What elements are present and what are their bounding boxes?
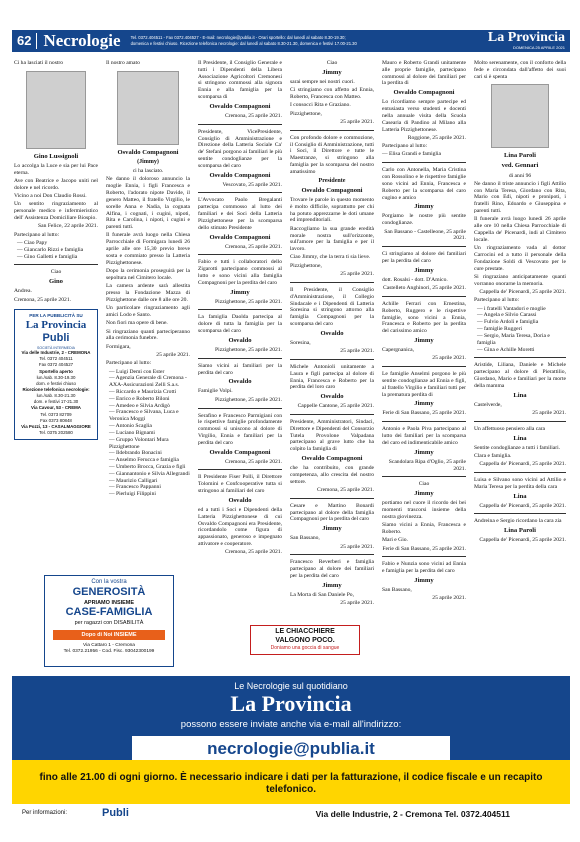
- ad-foundation-logo: Dopo di Noi INSIEME: [53, 630, 165, 641]
- deceased-title: Presidente: [318, 177, 346, 184]
- notice-text: Il funerale avrà luogo lunedì 26 aprile alle ore 10 nella Chiesa Parrocchiale di Cappella de' Picenardi, indi al Cimitero locale.: [474, 216, 566, 243]
- divider: [290, 498, 374, 499]
- participants-list: [106, 369, 190, 498]
- notice-text: Ci stringiamo al dolore dei familiari per la perdita del caro: [382, 251, 466, 264]
- list-item: — Maurizio Calligari: [109, 477, 158, 484]
- intro-text: Ci ha lasciati il nostro: [14, 60, 64, 66]
- notice-text: Le famiglie Anselmi porgono le più sentite condoglianze ad Ennia e figli, al fratello Virgilio e familiari tutti per la prematura perdita di: [382, 371, 466, 398]
- list-item: — Ildebrando Bonacini: [109, 450, 162, 457]
- notice-text: Lo accolga la Luce e sia per lui Pace eterna.: [14, 162, 98, 176]
- notice-text: Ciao: [418, 481, 430, 488]
- banner-footer: [12, 804, 570, 824]
- notice-date: Cremona, 25 aprile 2021.: [224, 243, 282, 250]
- notice-text: Un ringraziamento vada al dottor Carrocini ed a tutto il personale della Fondazione Soldi di Vescovato per le cure prestate.: [474, 245, 566, 272]
- notice-text: Ciao: [326, 60, 338, 66]
- notice-place: La Morta di San Daniele Po,: [290, 591, 355, 598]
- deceased-name: Osvaldo: [228, 496, 252, 504]
- list-item: — Luciano Bignami: [109, 429, 155, 436]
- notice-text: Un sentito ringraziamento al personale medico e infermieristico dell' Assistenza Domiciliare Biospio.: [14, 201, 98, 222]
- banner-brand: La Provincia: [230, 690, 352, 716]
- list-item: — Enrico e Roberto Biloni: [109, 395, 170, 402]
- notice-signature: Famiglie Volpi.: [198, 388, 233, 395]
- column-4: [290, 60, 374, 609]
- deceased-nickname: (Jimmy): [137, 158, 159, 165]
- divider: [382, 556, 466, 557]
- portrait-photo: [491, 84, 549, 148]
- notice-date: 25 aprile 2021.: [340, 271, 374, 278]
- list-item: — Giancarlo Rizzi e famiglia: [17, 246, 84, 253]
- ad-hours: lun./sab. 8.30-21.30: [36, 393, 76, 399]
- divider: [198, 192, 282, 193]
- notice-place: Capergnanica,: [382, 347, 415, 353]
- notice-text: Andrea.: [14, 288, 32, 295]
- portrait-photo: [26, 71, 86, 149]
- ad-title: GENEROSITÀ: [72, 586, 146, 599]
- notice-place: Formigara,: [106, 343, 131, 350]
- ad-phone: Tel. 0372 404511: [39, 356, 73, 362]
- deceased-name: Lina Paroli: [504, 152, 536, 160]
- banner-email[interactable]: necrologie@publia.it: [132, 736, 450, 763]
- notice-signature: dott. Rosalsi - dott. D'Amico.: [382, 276, 448, 283]
- deceased-name: Osvaldo: [320, 329, 344, 337]
- notice-text: Dopo la cerimonia proseguirà per la sepoltura nel Cimitero locale.: [106, 268, 190, 281]
- intro-text: Molto serenamente, con il conforto della fede e circondata dall'affetto dei suoi cari si è spenta: [474, 60, 566, 80]
- banner-address: Via delle Industrie, 2 - Cremona Tel. 0372.404511: [315, 808, 510, 819]
- header-brand: [488, 31, 570, 52]
- notice-text: Ciao: [50, 269, 62, 276]
- notice-text: Fabio e tutti i collaboratori dello Zigarotti partecipano commossi al lutto e sono vicini alla famiglia Compagnoni per la perdita del caro: [198, 259, 282, 286]
- divider: [290, 554, 374, 555]
- notice-text: Carlo con Antonella, Maria Cristina con Rossolino e le rispettive famiglie sono vicini ad Ennia, Francesca e Roberto per la scomparsa del caro cugino e amico: [382, 167, 466, 201]
- list-item: — Antonio Scaglia: [109, 423, 152, 430]
- list-item: — Elisa Grandi e famiglia: [382, 151, 442, 158]
- notice-text: sarai sempre nei nostri cuori.: [290, 78, 355, 85]
- notice-text: Luisa e Silvano sono vicini ad Attilio e Maria Teresa per la perdita della cara: [474, 477, 566, 490]
- notice-text: L'Avvocato Paolo Bregalanti partecipa commosso al lutto dei familiari e dei Soci della Latteria Pizzighettonese per la scomparsa dello stimato Presidente: [198, 197, 282, 231]
- notice-text: Mauro e Roberto Grandi unitamente alle proprie famiglie, partecipano commossi al dolore dei familiari per la perdita di: [382, 60, 466, 87]
- notice-date: Cremona, 25 aprile 2021.: [224, 458, 282, 465]
- divider: [382, 246, 466, 247]
- deceased-name: Osvaldo: [228, 336, 252, 344]
- ad-address: Via Cattaro 1 - Cremona: [83, 643, 135, 649]
- list-item: — Umberto Brocca, Grazia e figli: [109, 463, 186, 470]
- notice-text: Trovare le parole in questo momento è molto difficile, soprattutto per chi ha potuto apprezzarne le doti umane ed imprenditoriali.: [290, 196, 374, 224]
- notice-text: Il Presidente, il Consiglio Generale e tutti i Dipendenti della Libera Associazione Agricoltori Cremonesi si stringono commossi alla signora Ennia e alla famiglia per la scomparsa di: [198, 60, 282, 101]
- notice-text: Antonio e Paola Piva partecipano al lutto dei familiari per la scomparsa del caro ed indimenticabile amico: [382, 426, 466, 446]
- notice-date: Pizzighettone, 25 aprile 2021.: [215, 396, 282, 403]
- deceased-name: Osvaldo Compagnoni: [209, 233, 271, 241]
- notice-date: 25 aprile 2021.: [340, 118, 374, 125]
- divider: [290, 282, 374, 283]
- deceased-name: Osvaldo: [228, 378, 252, 386]
- notice-text: Serafino e Francesco Parmigiani con le rispettive famiglie profondamente commossi si uniscono al dolore di Virgilio, Ennia e familiari per la perdita del caro: [198, 412, 282, 446]
- notice-date: 25 aprile 2021.: [532, 409, 566, 416]
- notice-date: Ferie di San Bassano, 25 aprile 2021.: [382, 410, 466, 417]
- deceased-name: Osvaldo Compagnoni: [209, 171, 271, 179]
- ad-fax: Fax 0373 80848: [40, 417, 72, 423]
- list-item: — Francesco e Silvana, Luca e Veronica Moggi: [109, 409, 179, 423]
- notice-date: 25 aprile 2021.: [340, 600, 374, 607]
- ad-text: per ragazzi con DISABILITÀ: [74, 619, 144, 626]
- list-item: — Sergio, Maria Teresa, Doria e famiglia: [477, 332, 550, 346]
- deceased-name: Osvaldo Compagnoni: [209, 102, 271, 110]
- notice-text: Cesare e Martino Bonardi partecipano al dolore della famiglia Compagnoni per la perdita del caro: [290, 502, 374, 523]
- participants-list: [14, 240, 98, 260]
- notice-date: Cremona, 25 aprile 2021.: [224, 112, 282, 119]
- notice-place: San Bassano,: [382, 587, 412, 593]
- list-item: — Riccardo e Maurizia Crotti: [109, 389, 177, 396]
- list-item: — Luigi Demi con Ester: [109, 368, 165, 375]
- email-banner: [12, 676, 570, 824]
- list-item: — Giannantonio e Silvia Allegrandi: [109, 470, 190, 477]
- notice-text: Lo ricordiamo sempre partecipe ed entusiasta verso studenti e docenti nella annuale visita della Scuola Casearia di Pandino al Milano alla Latteria Pizzighettonese.: [382, 99, 466, 133]
- page-number: 62: [12, 33, 37, 49]
- divider: [198, 254, 282, 255]
- deceased-name: Lina: [513, 434, 527, 442]
- deceased-name: Osvaldo Compagnoni: [117, 148, 179, 156]
- notice-date: Cappelle Cantone, 25 aprile 2021.: [297, 403, 374, 410]
- list-item: — Gino Galletti e famiglia: [17, 253, 78, 260]
- list-item: — Agenzia Generale di Cremona - AXA-Assicurazioni Zelli S.a.s.: [109, 375, 187, 389]
- notice-text: Raccogliamo la sua grande eredità morale nostra sull'orizzonte, sull'amore per la famiglia e per il lavoro.: [290, 225, 374, 253]
- notice-text: Con profondo dolore e commozione, il Consiglio di Amministrazione, tutti i Soci, il Direttore e tutte le Maestranze, si stringono alla famiglia per la scomparsa del nostro amatissimo: [290, 134, 374, 175]
- banner-info-label: Per informazioni:: [22, 810, 68, 817]
- notice-date: Cappella de' Picenardi, 25 aprile 2021.: [479, 502, 566, 509]
- list-item: — Amedeo e Silvia Ardigò: [109, 402, 170, 409]
- notice-date: 25 aprile 2021.: [340, 348, 374, 355]
- header-info-line2: domenica e festivi chiuso. Ricezione telefonica necrologie: dal lunedì al sabato 8.30-21.30, domenica e festivi 17.00-21.30: [130, 41, 357, 46]
- notice-text: Il Presidente Fiser Polli, il Direttore Tolomini e Confcooperative tutta si stringono ai familiari del caro: [198, 474, 282, 495]
- ad-heading: Sportello aperto: [39, 368, 73, 374]
- deceased-name: Osvaldo Compagnoni: [393, 89, 455, 97]
- list-item: — Fulvio Ardoli e famiglia: [477, 319, 539, 326]
- ad-address: Via Pozzi, 13 - CASALMAGGIORE: [21, 423, 91, 429]
- notice-text: Ciao Jimmy, che la terra ti sia lieve.: [290, 254, 371, 261]
- column-2: [106, 60, 190, 498]
- notice-text: Siamo vicini ai familiari per la perdita del caro: [198, 362, 282, 376]
- deceased-name: Jimmy: [414, 266, 434, 274]
- notice-date: Ferie di San Bassano, 25 aprile 2021.: [382, 545, 466, 552]
- publi-logo: [18, 332, 94, 350]
- banner-text: Le Necrologie sul quotidiano: [234, 681, 348, 691]
- notice-text: Andreina e Sergio ricordano la cara zia: [474, 518, 562, 525]
- portrait-photo: [117, 71, 179, 145]
- header-info-line1: Tel. 0372.404511 - Fax 0372.404527 - E-mail: necrologie@publia.it - Orari sportello: dal lunedì al sabato 8.30-19.30;: [130, 35, 346, 41]
- notice-text: Sentite condoglianze a tutti i familiari.: [474, 444, 561, 451]
- divider: [198, 408, 282, 409]
- page-header: [12, 30, 570, 52]
- banner-yellow-section: [12, 760, 570, 804]
- column-3: [198, 60, 282, 558]
- deceased-name: Lina: [513, 391, 527, 399]
- deceased-name: Jimmy: [414, 490, 434, 498]
- notice-text: Si ringraziano anticipatamente quanti vorranno onorarne la memoria.: [474, 273, 566, 287]
- notice-date: 25 aprile 2021.: [432, 355, 466, 362]
- deceased-name: Gino Lussignoli: [33, 152, 79, 160]
- notice-date: San Felice, 22 aprile 2021.: [38, 223, 98, 230]
- deceased-name: Jimmy: [414, 203, 434, 211]
- notice-text: Ne danno il doloroso annuncio la moglie Ennia, i figli Francesca e Roberto, l'adorato nipote Davide, il genero Matteo, il fratello Virgilio, le sorelle Anna e Nadia, la cognata Alfina, i cognati, i cugini, nipoti, Rita e Carolina, i nipoti, i cugini e parenti tutti.: [106, 176, 190, 231]
- deceased-name: Jimmy: [414, 336, 434, 344]
- ad-text: Con la vostra: [91, 579, 127, 585]
- section-title: Necrologie: [43, 30, 121, 50]
- ad-phone: Tel. 0373 82709: [40, 411, 72, 417]
- deceased-name: Jimmy: [230, 288, 250, 296]
- ad-text: APRIAMO INSIEME: [83, 599, 135, 606]
- notice-text: Ne danno il triste annuncio i figli Attilio con Maria Teresa, Giordano con Rita, Mario con Edi, nipoti e pronipoti, i fratelli Rino, Edoardo e Giuseppina e parenti tutti.: [474, 180, 566, 215]
- divider: [14, 264, 98, 265]
- notice-text: Il Presidente, il Consiglio d'Amministrazione, il Collegio Sindacale e i Dipendenti di Latteria Soresina si stringono attorno alla famiglia Compagnoni per la scomparsa del caro: [290, 286, 374, 327]
- participants-list: [474, 306, 566, 354]
- notice-text: Un affettuoso pensiero alla cara: [474, 425, 546, 432]
- divider: [474, 357, 566, 358]
- deceased-name: Osvaldo: [320, 393, 344, 401]
- deceased-name: Jimmy: [322, 68, 342, 76]
- notice-signature: Clara e famiglia.: [474, 452, 512, 459]
- notice-date: 25 aprile 2021.: [156, 351, 190, 358]
- column-5: [382, 60, 466, 604]
- deceased-name: Jimmy: [414, 576, 434, 584]
- divider: [382, 421, 466, 422]
- notice-date: Castelleto Anghinori, 25 aprile 2021.: [383, 285, 466, 292]
- list-item: — Francesco Pappanni: [109, 484, 161, 491]
- ad-hours: lun./sab. 8.30-19.30: [36, 374, 76, 380]
- notice-place: Pizzighettone,: [290, 262, 322, 269]
- divider: [198, 309, 282, 310]
- notice-text: Siamo vicini a Ennia, Francesca e Roberto.: [382, 522, 466, 535]
- ad-title: PER LA PUBBLICITÀ SU: [29, 313, 83, 319]
- notice-date: Roggione, 25 aprile 2021.: [407, 134, 466, 141]
- divider: [290, 130, 374, 131]
- divider: [198, 124, 282, 125]
- notice-place: Castelverde,: [474, 401, 502, 408]
- list-item: — i fratelli Vantadori e moglie: [477, 305, 546, 312]
- notice-signature: Mari e Gio.: [382, 537, 408, 544]
- brand-name: La Provincia: [487, 29, 565, 45]
- ad-title: CASE-FAMIGLIA: [65, 606, 153, 619]
- list-item: — famiglie Ruggeri: [477, 326, 523, 333]
- list-item: — Angela e Silvio Carassi: [477, 312, 537, 319]
- issue-date: DOMENICA 25 APRILE 2021: [512, 44, 565, 50]
- notice-text: La camera ardente sarà allestita presso la Fondazione Mazza di Pizzighettone dalle ore 8 alle ore 20.: [106, 283, 190, 303]
- divider: [382, 476, 466, 477]
- divider: [382, 366, 466, 367]
- deceased-name: Jimmy: [322, 581, 342, 589]
- notice-text: ed a tutti i Soci e Dipendenti della Latteria Pizzighettonese di cui Osvaldo Compagnoni era Presidente, ricordandolo come figura di appassionato, generoso e impegnato attivatore e cooperatore.: [198, 506, 282, 547]
- divider: [290, 414, 374, 415]
- list-item: — Gruppo Volontari Mura Pizzighettone: [109, 436, 169, 450]
- notice-text: Un particolare ringraziamento agli amici Lodo e Santo.: [106, 305, 190, 318]
- advertising-info-box: [14, 309, 98, 440]
- deceased-name: Gino: [49, 278, 63, 286]
- banner-deadline-text: fino alle 21.00 di ogni giorno. È necessario indicare i dati per la fatturazione, il codice fiscale e un recapito telefonico.: [39, 772, 543, 796]
- deceased-name: Lina Paroli: [504, 527, 536, 535]
- notice-date: San Bassano - Castelleone, 25 aprile 2021.: [384, 228, 466, 242]
- participants-heading: Partecipano al lutto:: [474, 297, 520, 304]
- divider: [474, 472, 566, 473]
- notice-text: ci ha lasciato.: [132, 168, 164, 175]
- divider: [382, 162, 466, 163]
- notice-text: Il funerale avrà luogo nella Chiesa Parrocchiale di Formigara lunedì 26 aprile alle ore 15,30 previo breve sosta e commiato presso la Latteria Pizzighettonese.: [106, 232, 190, 266]
- list-item: — Gina e Achille Moretti: [477, 346, 535, 353]
- ad-phone: Tel. 0375 202580: [39, 430, 73, 436]
- notice-text: Fabio e Nunzia sono vicini ad Ennia e famiglia per la perdita del caro: [382, 561, 466, 575]
- divider: [474, 513, 566, 514]
- notice-date: Vescovato, 25 aprile 2021.: [222, 181, 282, 188]
- deceased-name: ved. Gennari: [501, 162, 539, 170]
- participants-heading: Partecipano al lutto:: [382, 143, 428, 150]
- notice-text: Presidente, Amministratori, Sindaci, Direttore e Dipendenti del Consorzio Tutela Provolone Valpadana partecipano al grave lutto che ha colpito la famiglia di: [290, 419, 374, 453]
- divider: [474, 421, 566, 422]
- ad-fax: Fax 0372 404527: [38, 362, 74, 368]
- notice-text: portiamo nel cuore il ricordo dei bei momenti trascorsi insieme della nostra giovinezza.: [382, 500, 466, 520]
- notice-text: Non fiori ma opere di bene.: [106, 320, 168, 327]
- deceased-name: Osvaldo Compagnoni: [209, 448, 271, 456]
- deceased-name: Jimmy: [322, 525, 342, 533]
- participants-heading: Partecipano al lutto:: [106, 360, 152, 367]
- column-6: [474, 60, 566, 546]
- notice-text: Vicino a noi Don Claudio Rossi.: [14, 193, 87, 200]
- notice-text: Francesco Reverberi e famiglia partecipano al dolore dei familiari per la perdita del caro: [290, 559, 374, 580]
- ad-title: LE CHIACCHIERE: [275, 628, 335, 635]
- notice-date: Scandolara Ripa d'Oglio, 25 aprile 2021.: [388, 458, 466, 472]
- deceased-name: Jimmy: [414, 400, 434, 408]
- notice-date: Cappella de' Picenardi, 25 aprile 2021.: [479, 537, 566, 544]
- ad-hours: dom. e festivi 17-21.30: [33, 399, 79, 405]
- notice-date: Pizzighettone, 25 aprile 2021.: [215, 298, 282, 305]
- publi-logo: Publi: [102, 807, 129, 820]
- notice-place: Pizzighettone,: [290, 110, 322, 117]
- list-item: — Ciao Papy: [17, 239, 48, 246]
- notice-date: Pizzighettone, 25 aprile 2021.: [215, 346, 282, 353]
- notice-text: Michele Antonioli unitamente a Laura e figli partecipa al dolore di Ennia, Francesca e Roberto per la perdita del loro caro: [290, 363, 374, 391]
- notice-date: Cappella de' Picenardi, 25 aprile 2021.: [479, 461, 566, 468]
- deceased-name: Lina: [513, 492, 527, 500]
- notice-date: Cremona, 25 aprile 2021.: [224, 549, 282, 556]
- publi-logo-text: Publi: [42, 332, 70, 345]
- notice-date: Cremona, 25 aprile 2021.: [14, 296, 72, 303]
- notice-text: Si ringraziano quanti parteciperanno alla cerimonia funebre.: [106, 328, 190, 342]
- banner-text: possono essere inviate anche via e-mail all'indirizzo:: [180, 719, 402, 731]
- ad-address: Via Cavour, 53 - CREMA: [31, 405, 81, 411]
- ad-brand: La Provincia: [25, 318, 87, 331]
- notice-date: 25 aprile 2021.: [432, 595, 466, 602]
- notice-place: Soresina,: [290, 339, 311, 346]
- ad-heading: Ricezione telefonica necrologie:: [22, 386, 90, 392]
- publi-logo-subtext: SOCIETÀ INTERMEDIA: [37, 345, 75, 350]
- notice-text: I consocci Rita e Graziano.: [290, 102, 351, 109]
- notice-text: Porgiamo le nostre più sentite condoglianze.: [382, 213, 466, 227]
- notice-date: Cremona, 25 aprile 2021.: [316, 487, 374, 494]
- notice-place: San Bassano,: [290, 535, 320, 542]
- participants-heading: Partecipano al lutto:: [14, 231, 60, 238]
- deceased-name: Osvaldo Compagnoni: [301, 186, 363, 194]
- notice-text: Presidente, VicePresidente, Consiglio di Amministrazione e Direzione della Latteria Sociale Ca' de' Stefani porgono ai familiari le più sentite condoglianze per la scomparsa del caro: [198, 128, 282, 169]
- notice-text: che ha contribuito, con grande competenza, allo crescita del nostro settore.: [290, 465, 374, 485]
- notice-text: Ci stringiamo con affetto ad Ennia, Roberto, Francesca con Matteo.: [290, 87, 374, 100]
- notice-text: La famiglia Daolda partecipa al dolore di tutta la famiglia per la scomparsa del caro: [198, 314, 282, 335]
- deceased-age: di anni 96: [508, 172, 532, 179]
- notice-text: Achille Ferrari con Ernestina, Roberto, Ruggero e le rispettive famiglie, sono vicini a Ennia, Francesca e Roberto per la perdita del carissimo amico: [382, 300, 466, 335]
- ad-hours: dom. e festivi chiuso: [36, 380, 76, 386]
- deceased-name: Osvaldo Compagnoni: [301, 455, 363, 463]
- divider: [290, 359, 374, 360]
- notice-date: Cappella de' Picenardi, 25 aprile 2021.: [479, 289, 566, 295]
- notice-text: Aristide, Liliana, Daniele e Michele partecipano al dolore di Pierattilio, Giordano, Mario e familiari per la morte della mamma: [474, 362, 566, 389]
- intro-text: Il nostro amato: [106, 60, 140, 66]
- divider: [382, 296, 466, 297]
- column-1: [14, 60, 98, 440]
- list-item: — Anselmo Ferucca e famiglia: [109, 457, 179, 464]
- ad-title: VALGONO POCO.: [275, 636, 335, 644]
- blood-donation-ad: [250, 625, 360, 655]
- list-item: — Pierluigi Filippini: [109, 491, 156, 498]
- deceased-name: Jimmy: [414, 448, 434, 456]
- notice-date: 25 aprile 2021.: [340, 543, 374, 550]
- banner-blue-section: [12, 676, 570, 760]
- ad-address: Via delle Industrie, 2 - CREMONA: [21, 350, 91, 356]
- divider: [198, 469, 282, 470]
- ad-text: Doniamo una goccia di sangue: [270, 645, 340, 652]
- ad-phone: Tel. 0372.21956 - Cod. Fisc. 93042300199: [63, 649, 155, 655]
- divider: [198, 358, 282, 359]
- header-contact-info: [127, 35, 488, 46]
- generosity-ad: [44, 575, 174, 667]
- notice-text: Ave con Beatrice e Jacopo uniti nel dolore e nel ricordo.: [14, 177, 98, 191]
